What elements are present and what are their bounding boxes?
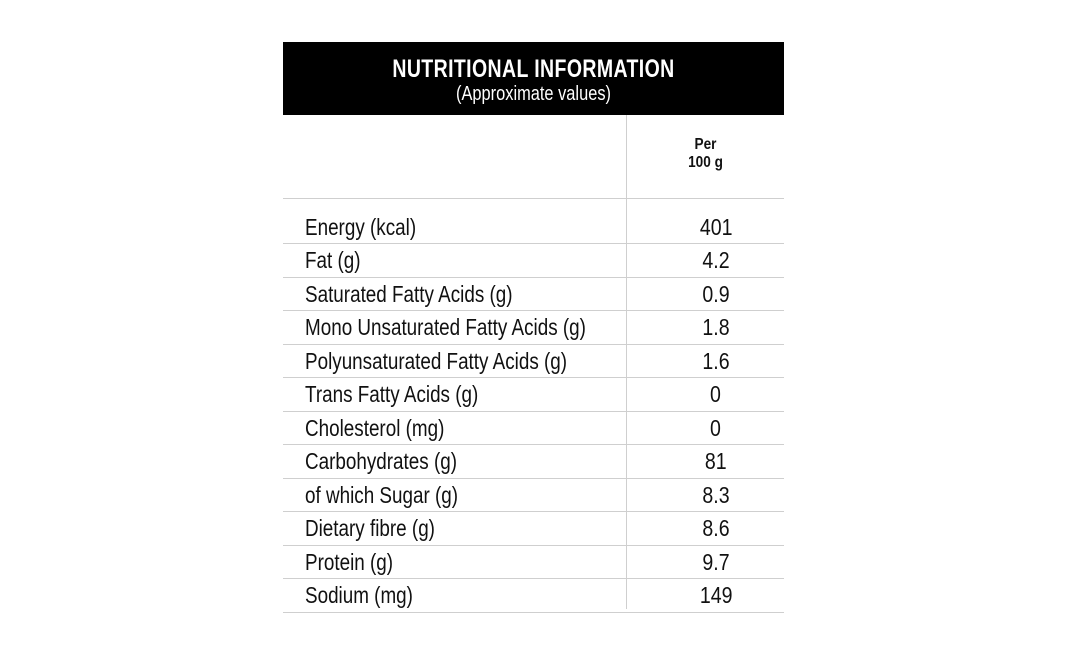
table-row xyxy=(283,478,784,512)
nutrient-value: 0 xyxy=(710,381,722,408)
nutrient-name: Polyunsaturated Fatty Acids (g) xyxy=(305,347,568,374)
nutrient-name-cell xyxy=(283,210,648,244)
table-row xyxy=(283,545,784,579)
nutrient-value-cell xyxy=(648,545,784,579)
table-row xyxy=(283,445,784,479)
nutrient-value-cell xyxy=(648,277,784,311)
table-row xyxy=(283,244,784,278)
nutrient-name: Sodium (mg) xyxy=(305,582,413,609)
nutrient-value-cell xyxy=(648,411,784,445)
nutrient-value-cell xyxy=(648,311,784,345)
nutrient-name: Mono Unsaturated Fatty Acids (g) xyxy=(305,314,586,341)
nutrient-value: 81 xyxy=(704,448,727,475)
nutrient-table xyxy=(283,210,784,613)
panel-subtitle: (Approximate values) xyxy=(456,83,611,105)
nutrient-name: Dietary fibre (g) xyxy=(305,515,435,542)
nutrient-value: 401 xyxy=(699,213,733,240)
nutrient-name-cell xyxy=(283,311,648,345)
nutrient-value: 8.6 xyxy=(702,515,730,542)
nutrient-name: Energy (kcal) xyxy=(305,213,417,240)
nutrition-panel xyxy=(283,42,784,613)
nutrient-value-cell xyxy=(648,512,784,546)
nutrient-value: 9.7 xyxy=(702,548,730,575)
nutrient-name-cell xyxy=(283,344,648,378)
nutrient-value-cell xyxy=(648,378,784,412)
nutrient-value: 149 xyxy=(699,582,733,609)
per-100g-label xyxy=(639,136,772,172)
nutrient-value: 4.2 xyxy=(702,247,730,274)
nutrient-name-cell xyxy=(283,579,648,613)
per-label-line1: Per xyxy=(694,136,717,153)
panel-title: NUTRITIONAL INFORMATION xyxy=(392,55,675,83)
nutrient-name: Fat (g) xyxy=(305,247,361,274)
nutrient-name-cell xyxy=(283,277,648,311)
nutrient-value-cell xyxy=(648,579,784,613)
per-label-line2: 100 g xyxy=(688,154,723,171)
nutrient-name-cell xyxy=(283,244,648,278)
nutrient-name-cell xyxy=(283,545,648,579)
table-row xyxy=(283,579,784,613)
nutrient-name-cell xyxy=(283,512,648,546)
table-row xyxy=(283,411,784,445)
nutrient-name: of which Sugar (g) xyxy=(305,481,459,508)
nutrient-value: 8.3 xyxy=(702,481,730,508)
table-row xyxy=(283,512,784,546)
nutrient-name-cell xyxy=(283,411,648,445)
nutrient-name-cell xyxy=(283,478,648,512)
nutrient-name: Saturated Fatty Acids (g) xyxy=(305,280,513,307)
panel-header xyxy=(283,42,784,115)
nutrient-name: Cholesterol (mg) xyxy=(305,414,445,441)
nutrient-value-cell xyxy=(648,445,784,479)
column-header xyxy=(283,115,784,199)
nutrient-value-cell xyxy=(648,344,784,378)
nutrient-value: 1.6 xyxy=(702,347,730,374)
table-row xyxy=(283,277,784,311)
nutrient-name: Carbohydrates (g) xyxy=(305,448,457,475)
nutrient-name-cell xyxy=(283,445,648,479)
table-row xyxy=(283,311,784,345)
nutrient-value-cell xyxy=(648,244,784,278)
nutrient-value: 0 xyxy=(710,414,722,441)
nutrient-value: 0.9 xyxy=(702,280,730,307)
table-row xyxy=(283,210,784,244)
table-row xyxy=(283,378,784,412)
nutrient-value-cell xyxy=(648,478,784,512)
nutrient-value: 1.8 xyxy=(702,314,730,341)
nutrient-name: Trans Fatty Acids (g) xyxy=(305,381,479,408)
nutrient-name-cell xyxy=(283,378,648,412)
table-row xyxy=(283,344,784,378)
nutrient-name: Protein (g) xyxy=(305,548,394,575)
nutrient-value-cell xyxy=(648,210,784,244)
